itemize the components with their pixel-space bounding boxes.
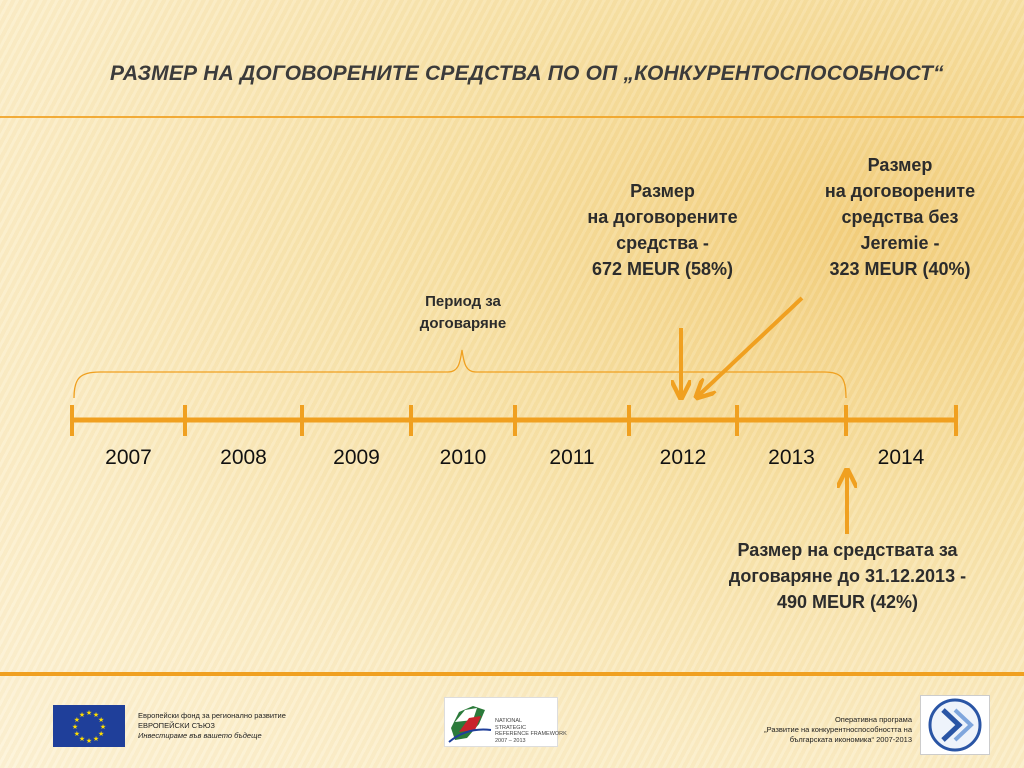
eu-star: ★	[71, 724, 79, 731]
eu-star: ★	[73, 731, 81, 738]
eu-star: ★	[85, 710, 93, 717]
annotation-contracted: Размер на договорените средства - 672 MEUR (58%)	[587, 181, 738, 279]
arrow-without-jeremie	[698, 298, 802, 396]
eu-star: ★	[78, 711, 86, 719]
slide-title: РАЗМЕР НА ДОГОВОРЕНИТЕ СРЕДСТВА ПО ОП „КОНКУРЕНТОСПОСОБНОСТ“	[110, 62, 944, 85]
year-label: 2010	[439, 446, 487, 469]
eu-stars-icon	[53, 705, 125, 747]
footer-right-text: Оперативна програма „Развитие на конкурентноспособността на българската икономика“ 2007-2013	[764, 715, 912, 744]
nsrf-logo	[444, 697, 567, 747]
eu-star: ★	[73, 717, 81, 724]
footer-divider	[0, 672, 1024, 676]
bulgaria-map-icon	[445, 698, 495, 746]
eu-star: ★	[92, 711, 100, 719]
year-label: 2011	[549, 446, 595, 469]
year-label: 2013	[768, 446, 815, 469]
eu-star: ★	[97, 731, 105, 738]
year-label: 2012	[659, 446, 707, 469]
annotation-without-jeremie: Размер на договорените средства без Jeremie - 323 MEUR (40%)	[824, 155, 976, 279]
contract-period-brace	[74, 350, 846, 398]
nsrf-text: NATIONAL STRATEGIC REFERENCE FRAMEWORK 2007 – 2013	[495, 718, 567, 744]
competitiveness-logo-icon	[921, 696, 989, 754]
footer-left-text: Европейски фонд за регионално развитие ЕВРОПЕЙСКИ СЪЮЗ Инвестираме във вашето бъдеще	[138, 711, 286, 740]
eu-flag-logo	[53, 705, 125, 747]
annotation-to-contract: Размер на средствата за договаряне до 31.12.2013 - 490 MEUR (42%)	[728, 540, 967, 612]
year-label: 2014	[877, 446, 925, 469]
year-label: 2007	[105, 446, 152, 469]
year-label: 2008	[220, 446, 267, 469]
operational-programme-logo	[920, 695, 990, 755]
contract-period-label: Период за договаряне	[419, 293, 507, 332]
eu-star: ★	[85, 738, 93, 745]
year-label: 2009	[333, 446, 380, 469]
eu-star: ★	[97, 717, 105, 724]
eu-star: ★	[78, 736, 86, 744]
eu-star: ★	[99, 724, 107, 731]
eu-star: ★	[92, 736, 100, 744]
